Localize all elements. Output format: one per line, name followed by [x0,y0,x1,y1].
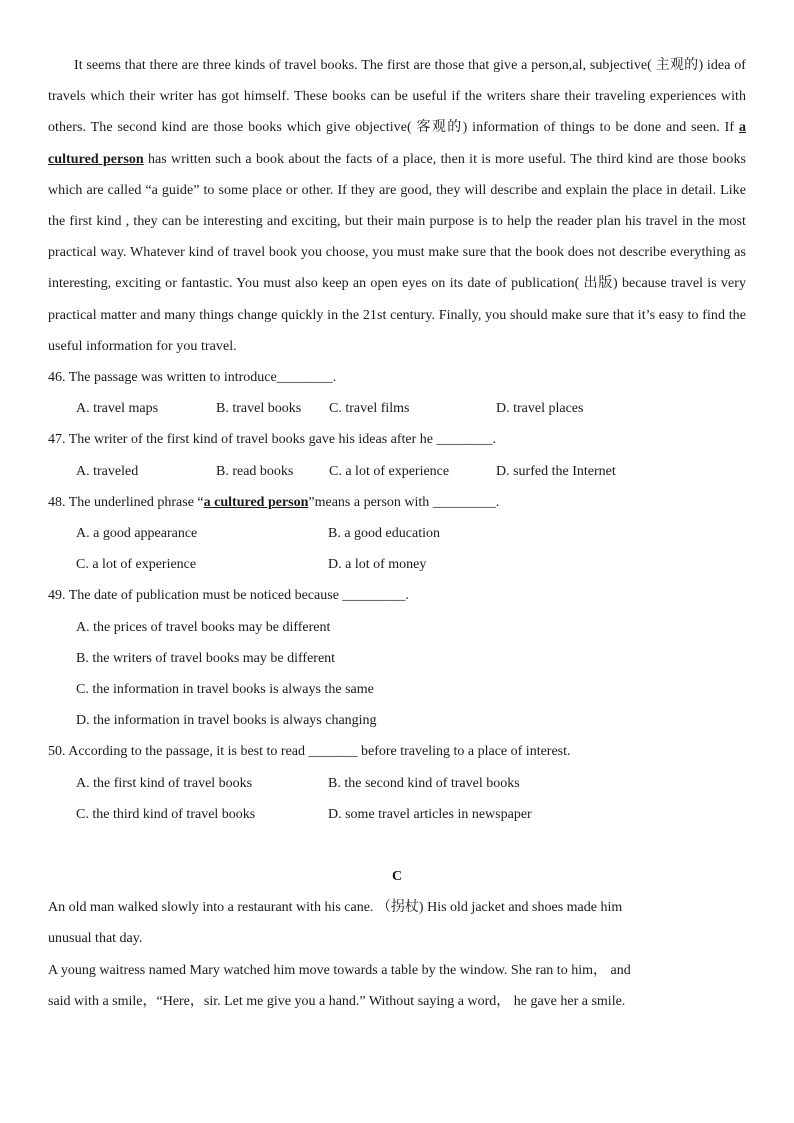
option-c: C. travel films [329,401,410,417]
worksheet-page [48,50,746,1017]
question-48-stem-part: ”means a person with _________. [308,494,500,510]
option-d: D. surfed the Internet [496,463,616,479]
question-49: 49. The date of publication must be noticed because _________. [48,588,409,604]
option-b: B. the second kind of travel books [328,775,520,791]
option-d: D. the information in travel books is always changing [76,713,377,729]
option-c: C. a lot of experience [76,557,197,573]
question-50: 50. According to the passage, it is best to read _______ before traveling to a place of interest. [48,744,571,760]
passage-text-part: It seems that there are three kinds of travel books. The first are those that give a person,al, subjective( 主观的) idea of travels which their writer has got himself. These books can be useful if the writers share their traveling experiences with others. The second kind are those books which give objective( 客观的) information of things to be done and seen. If [48,58,746,136]
underlined-phrase: a cultured person [48,120,746,167]
option-b: B. the writers of travel books may be different [76,650,336,666]
question-50-options-row1 [48,768,746,799]
option-c: C. a lot of experience [329,463,450,479]
option-b: B. a good education [328,526,440,542]
option-b: B. travel books [216,401,302,417]
option-c: C. the information in travel books is always the same [76,682,374,698]
question-47: 47. The writer of the first kind of travel books gave his ideas after he ________. [48,432,497,448]
section-c-line: A young waitress named Mary watched him move towards a table by the window. She ran to him， and [48,962,631,978]
option-a: A. travel maps [76,401,159,417]
passage-text-part: has written such a book about the facts of a place, then it is more useful. The third kind are those books which are called “a guide” to some place or other. If they are good, they will describe and explain the place in detail. Like the first kind , they can be interesting and exciting, but their main purpose is to help the reader plan his travel in the most practical way. Whatever kind of travel book you choose, you must make sure that the book does not describe everything as interesting, exciting or fantastic. You must also keep an open eyes on its date of publication( 出版) because travel is very practical matter and many things change quickly in the 21st century. Finally, you should make sure that it’s easy to find the useful information for you travel. [48,151,747,354]
option-a: A. the first kind of travel books [76,775,253,791]
question-48 [48,487,746,518]
option-c: C. the third kind of travel books [76,806,256,822]
option-a: A. the prices of travel books may be different [76,619,331,635]
option-a: A. a good appearance [76,526,198,542]
question-48-options-row2 [48,549,746,580]
question-50-options-row2 [48,799,746,830]
option-d: D. some travel articles in newspaper [328,806,532,822]
question-46: 46. The passage was written to introduce________. [48,370,337,386]
section-c-line: unusual that day. [48,931,143,947]
option-d: D. a lot of money [328,557,427,573]
option-a: A. traveled [76,463,139,479]
underlined-phrase: a cultured person [203,494,309,510]
question-46-options [48,393,746,424]
section-heading: C [391,869,403,885]
option-d: D. travel places [496,401,584,417]
question-48-stem-part: 48. The underlined phrase “ [48,494,204,510]
question-47-options [48,456,746,487]
option-b: B. read books [216,463,294,479]
section-c-line: said with a smile，“Here，sir. Let me give you a hand.” Without saying a word， he gave her a smile. [48,993,626,1009]
question-48-options-row1 [48,518,746,549]
section-c-line: An old man walked slowly into a restaurant with his cane. （拐杖) His old jacket and shoes made him [48,900,623,916]
passage-b-text [48,50,746,362]
